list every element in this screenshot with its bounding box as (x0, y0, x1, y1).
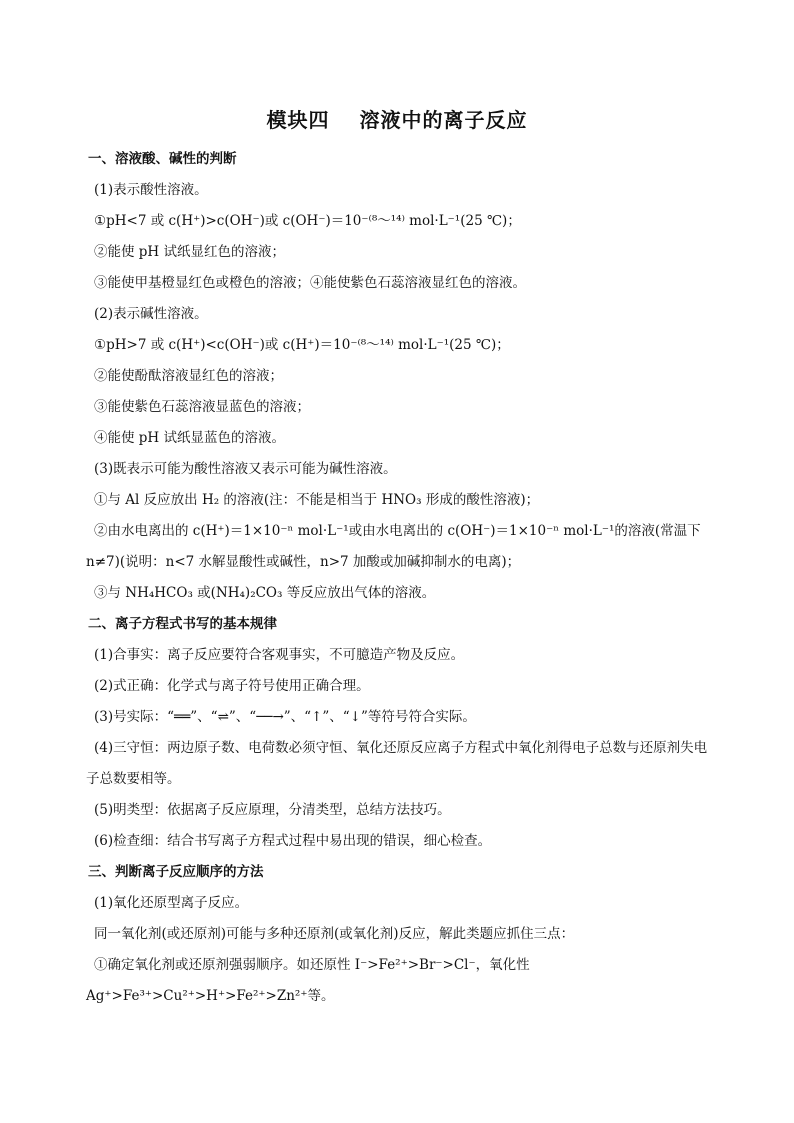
section-heading-2: 二、离子方程式书写的基本规律 (88, 616, 277, 632)
para-base-1: ①pH>7 或 c(H⁺)<c(OH⁻)或 c(H⁺)＝10⁻⁽⁸～¹⁴⁾ mol·L⁻¹(25 ℃)； (94, 337, 510, 353)
para-rule-5: (5)明类型：依据离子反应原理，分清类型，总结方法技巧。 (94, 802, 451, 818)
para-both-1: ①与 Al 反应放出 H₂ 的溶液(注：不能是相当于 HNO₃ 形成的酸性溶液)； (94, 492, 540, 508)
title-topic: 溶液中的离子反应 (359, 108, 528, 132)
para-rule-4: (4)三守恒：两边原子数、电荷数必须守恒、氧化还原反应离子方程式中氧化剂得电子总数与还原剂失电子总数要相等。 (86, 740, 708, 787)
para-base-title: (2)表示碱性溶液。 (94, 306, 208, 322)
para-acid-3: ③能使甲基橙显红色或橙色的溶液；④能使紫色石蕊溶液显红色的溶液。 (94, 275, 526, 291)
para-both-3: ③与 NH₄HCO₃ 或(NH₄)₂CO₃ 等反应放出气体的溶液。 (94, 585, 436, 601)
para-base-2: ②能使酚酞溶液显红色的溶液； (94, 368, 283, 384)
para-rule-3: (3)号实际：“══”、“⇌”、“──→”、“↑”、“↓”等符号符合实际。 (94, 709, 476, 725)
para-acid-title: (1)表示酸性溶液。 (94, 182, 208, 198)
section-heading-1: 一、溶液酸、碱性的判断 (88, 151, 237, 167)
para-base-3: ③能使紫色石蕊溶液显蓝色的溶液； (94, 399, 310, 415)
para-order-1: (1)氧化还原型离子反应。 (94, 895, 249, 911)
para-acid-2: ②能使 pH 试纸显红色的溶液； (94, 244, 285, 260)
para-both-title: (3)既表示可能为酸性溶液又表示可能为碱性溶液。 (94, 461, 397, 477)
equilibrium-arrow-icon: ⇌ (217, 709, 229, 725)
page-title (0, 104, 794, 133)
section-heading-3: 三、判断离子反应顺序的方法 (88, 864, 264, 880)
para-base-4: ④能使 pH 试纸显蓝色的溶液。 (94, 430, 285, 446)
para-order-3: ①确定氧化剂或还原剂强弱顺序。如还原性 I⁻>Fe²⁺>Br⁻>Cl⁻，氧化性 Ag⁺>Fe³⁺>Cu²⁺>H⁺>Fe²⁺>Zn²⁺等。 (86, 957, 530, 1004)
para-order-2: 同一氧化剂(或还原剂)可能与多种还原剂(或氧化剂)反应，解此类题应抓住三点： (94, 926, 575, 942)
para-both-2: ②由水电离出的 c(H⁺)＝1×10⁻ⁿ mol·L⁻¹或由水电离出的 c(OH⁻)＝1×10⁻ⁿ mol·L⁻¹的溶液(常温下 n≠7)(说明：n<7 水解显酸性或碱性，n>7 加酸或加碱抑制水的电离)； (86, 523, 701, 570)
para-rule-6: (6)检查细：结合书写离子方程式过程中易出现的错误，细心检查。 (94, 833, 492, 849)
para-acid-1: ①pH<7 或 c(H⁺)>c(OH⁻)或 c(OH⁻)＝10⁻⁽⁸～¹⁴⁾ mol·L⁻¹(25 ℃)； (94, 213, 521, 229)
title-module: 模块四 (266, 108, 330, 132)
para-rule-2: (2)式正确：化学式与离子符号使用正确合理。 (94, 678, 370, 694)
document-body (86, 144, 720, 1012)
para-rule-1: (1)合事实：离子反应要符合客观事实，不可臆造产物及反应。 (94, 647, 465, 663)
